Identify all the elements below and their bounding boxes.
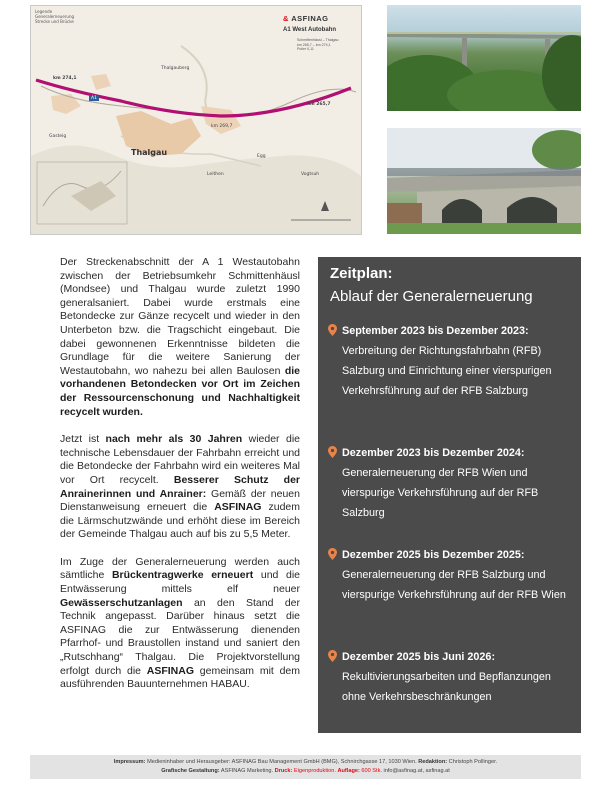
map-label-thalgau: Thalgau xyxy=(131,148,168,157)
timeline-item xyxy=(328,321,576,401)
bridge-photo-top-drawing xyxy=(387,5,581,111)
map-label-leithen: Leithen xyxy=(207,172,224,177)
location-pin-icon xyxy=(328,548,337,560)
timeline-item-text: Generalerneuerung der RFB Salzburg und vierspurige Verkehrsführung auf der RFB Wien xyxy=(342,569,566,601)
map-info-line: Schmittenhäusl – Thalgau xyxy=(297,38,339,42)
imprint-contact[interactable]: info@asfinag.at, asfinag.at xyxy=(383,768,450,774)
map-info-line: Polier 0,11 xyxy=(297,47,314,52)
map-legend xyxy=(35,9,74,24)
imprint-text: Christoph Pollinger. xyxy=(447,759,498,765)
timeline-box xyxy=(318,257,581,733)
bridge-photo-bottom-drawing xyxy=(387,128,581,234)
text-run: Im Zuge der Generalerneuerung werden auch sämtliche xyxy=(60,555,300,582)
map-label-vogtsuh: Vogtsuh xyxy=(301,172,320,177)
map-label-km-mid: km 269,7 xyxy=(211,124,233,129)
location-pin-icon xyxy=(328,446,337,458)
imprint-line-2 xyxy=(30,767,581,776)
text-run: gemeinsam mit dem ausführenden Bauunternehmen HABAU. xyxy=(60,664,301,691)
imprint-text: Eigenproduktion. xyxy=(292,768,338,774)
map-label-gasteig: Gasteig xyxy=(49,134,67,139)
paragraph-2 xyxy=(60,433,300,542)
timeline-item-date: September 2023 bis Dezember 2023: xyxy=(342,325,529,337)
imprint-label: Grafische Gestaltung: xyxy=(161,768,220,774)
brand-name: ASFINAG xyxy=(291,14,329,23)
map-info xyxy=(297,38,361,52)
text-run: an den Stand der Technik angepasst. Darüber hinaus setzt die ASFINAG die zur Entwässerung dienenden Pfarrhof- und Braustollen instand und saniert den „Rutschhang“ Thalgau. Die Projektvorstellung erfolgt durch die xyxy=(60,596,300,677)
paragraph-3 xyxy=(60,556,300,692)
map-label-egg: Egg xyxy=(257,154,266,159)
text-run-bold: Brückentragwerke erneuert xyxy=(111,569,254,582)
text-run: wieder die technische Lebensdauer der Fahrbahn erreicht und die Betondecke der Fahrbahn wird ein weiteres Mal vor Ort recycelt. xyxy=(60,433,300,486)
text-run-bold: nach mehr als 30 Jahren xyxy=(105,433,243,446)
text-run-bold: Besserer Schutz der Anrainerinnen und Anrainer: xyxy=(60,473,300,500)
text-run-bold: ASFINAG xyxy=(214,501,262,514)
overview-map xyxy=(30,5,362,235)
timeline-item-date: Dezember 2025 bis Juni 2026: xyxy=(342,651,496,663)
location-pin-icon xyxy=(328,650,337,662)
imprint-text: Medieninhaber und Herausgeber: ASFINAG Bau Management GmbH (BMG), Schnirchgasse 17, 1030 Wien. xyxy=(145,759,419,765)
location-pin-icon xyxy=(328,324,337,336)
timeline-subtitle: Ablauf der Generalerneuerung xyxy=(330,288,533,305)
imprint-text: 600 Stk. xyxy=(359,768,384,774)
imprint-line-1 xyxy=(30,758,581,767)
map-label-km-end: km 265,7 xyxy=(307,102,331,107)
timeline-item-date: Dezember 2025 bis Dezember 2025: xyxy=(342,549,525,561)
map-info-line: km 265,7 – km 274,1 xyxy=(297,42,331,47)
text-run: und die Entwässerung mittels elf neuer xyxy=(60,569,300,596)
imprint-label: Auflage: xyxy=(337,768,360,774)
text-run: zudem die Lärmschutzwände und erhöht diese im Bereich der Gemeinde Thalgau auch auf bis zu 5,5 Meter. xyxy=(60,501,301,541)
timeline-item-date: Dezember 2023 bis Dezember 2024: xyxy=(342,447,525,459)
timeline-item xyxy=(328,647,576,707)
bridge-photo-bottom xyxy=(387,128,581,234)
asfinag-logo: & ASFINAG xyxy=(283,14,329,23)
map-label-km-start: km 274,1 xyxy=(53,76,77,81)
imprint-label: Redaktion: xyxy=(418,759,448,765)
text-run-bold: Gewässerschutzanlagen xyxy=(60,596,183,609)
legend-item: Generalerneuerung xyxy=(35,14,75,19)
paragraph-1 xyxy=(60,256,300,419)
timeline-item-text: Rekultivierungsarbeiten und Bepflanzungen ohne Verkehrsbeschränkungen xyxy=(342,671,551,703)
map-label-thalgauberg: Thalgauberg xyxy=(161,66,190,71)
map-autobahn-label: A1 West Autobahn xyxy=(283,27,337,33)
imprint-label: Impressum: xyxy=(113,759,146,765)
text-run: Gemäß der neuen Dienstanweisung erneuert die xyxy=(60,487,300,514)
imprint-footer xyxy=(30,755,581,779)
imprint-text: ASFINAG Marketing. xyxy=(219,768,275,774)
timeline-item xyxy=(328,545,576,605)
text-run: Jetzt ist xyxy=(60,433,106,446)
article-text xyxy=(60,256,300,706)
timeline-item xyxy=(328,443,576,523)
imprint-label: Druck: xyxy=(274,768,293,774)
timeline-item-text: Generalerneuerung der RFB Wien und vierspurige Verkehrsführung auf der RFB Salzburg xyxy=(342,467,539,519)
bridge-photo-top xyxy=(387,5,581,111)
map-label-a1: A1 xyxy=(91,96,97,101)
timeline-title: Zeitplan: xyxy=(330,265,393,282)
text-run-bold: ASFINAG xyxy=(146,664,195,677)
text-run: Der Streckenabschnitt der A 1 Westautobahn zwischen der Betriebsumkehr Schmittenhäusl (Mondsee) und Thalgau wurde zuletzt 1990 generalsaniert. Dabei wurde erstmals eine Betondecke zur Gänze recycelt und wieder in den Unterbeton bzw. die Tragschicht eingebaut. Die dabei gewonnenen Erkenntnisse bildeten die Grundlage für die weitere Sanierung der Westautobahn, wo nahezu bei allen Baulosen xyxy=(60,256,300,377)
timeline-item-text: Verbreitung der Richtungsfahrbahn (RFB) Salzburg und Einrichtung einer vierspurigen Verkehrsführung auf der RFB Salzburg xyxy=(342,345,552,397)
text-run-bold: die vorhandenen Betondecken vor Ort im Zeichen der Ressourcenschonung und Nachhaltigkeit recycelt wurden. xyxy=(60,364,300,418)
legend-title: Legende xyxy=(35,9,53,14)
legend-item: Strecke und Brücke xyxy=(35,19,74,24)
